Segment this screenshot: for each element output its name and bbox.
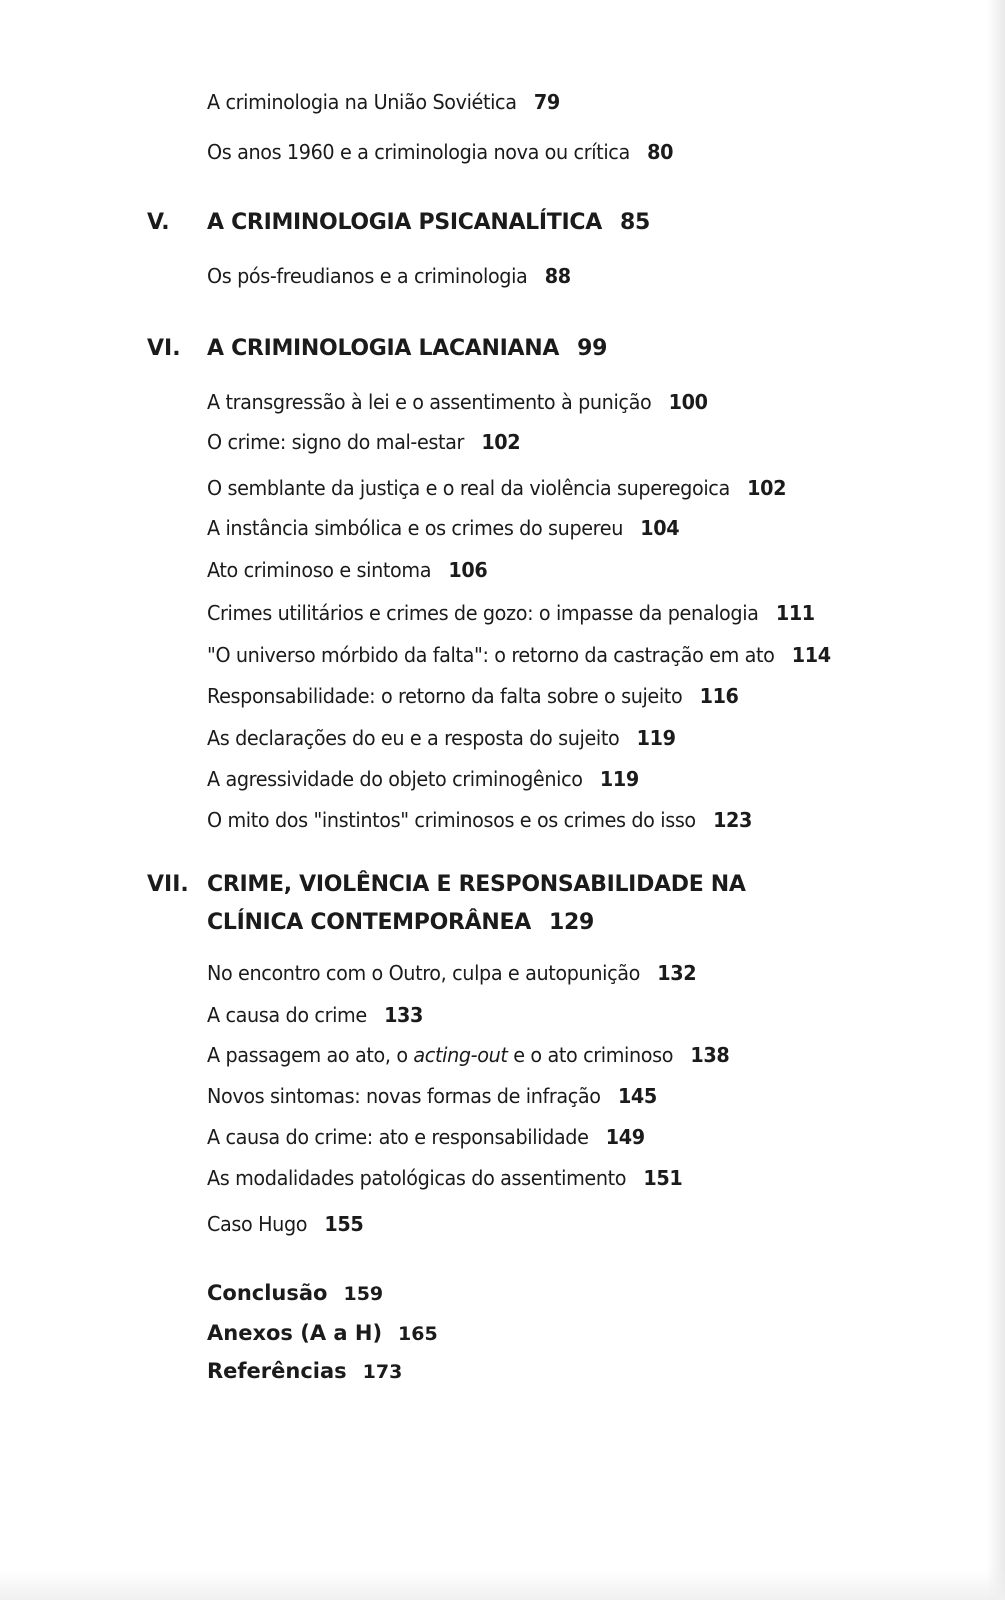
chapter-page: 85 xyxy=(619,210,650,235)
entry-title: A causa do crime xyxy=(207,1003,367,1027)
toc-entry xyxy=(207,1084,657,1108)
entry-page: 155 xyxy=(324,1212,364,1236)
toc-entry xyxy=(207,264,571,288)
entry-title: A causa do crime: ato e responsabilidade xyxy=(207,1125,589,1149)
entry-page: 106 xyxy=(448,558,488,582)
toc-entry xyxy=(207,767,639,791)
toc-entry xyxy=(207,601,815,625)
toc-entry xyxy=(207,1125,645,1149)
entry-title-part: A passagem ao ato, o xyxy=(207,1043,414,1067)
entry-page: 80 xyxy=(647,140,674,164)
toc-entry xyxy=(207,516,679,540)
entry-page: 100 xyxy=(668,390,708,414)
toc-entry xyxy=(207,140,673,164)
entry-page: 173 xyxy=(362,1361,403,1383)
chapter-title-text: CLÍNICA CONTEMPORÂNEA xyxy=(207,910,531,935)
toc-entry xyxy=(207,430,520,454)
entry-title: Responsabilidade: o retorno da falta sobre o sujeito xyxy=(207,684,683,708)
entry-title: As modalidades patológicas do assentimento xyxy=(207,1166,627,1190)
entry-title: Novos sintomas: novas formas de infração xyxy=(207,1084,601,1108)
toc-entry xyxy=(207,390,708,414)
entry-page: 149 xyxy=(605,1125,645,1149)
chapter-number: VII. xyxy=(147,872,189,897)
entry-title: Crimes utilitários e crimes de gozo: o impasse da penalogia xyxy=(207,601,759,625)
entry-title: No encontro com o Outro, culpa e autopunição xyxy=(207,961,640,985)
toc-entry xyxy=(207,1043,729,1067)
chapter-title-line1: CRIME, VIOLÊNCIA E RESPONSABILIDADE NA xyxy=(207,872,746,897)
toc-entry xyxy=(207,643,831,667)
entry-title: Os pós-freudianos e a criminologia xyxy=(207,264,528,288)
entry-page: 165 xyxy=(398,1323,438,1345)
entry-page: 159 xyxy=(343,1283,384,1305)
chapter-number: V. xyxy=(147,210,170,235)
entry-page: 111 xyxy=(775,601,815,625)
entry-page: 102 xyxy=(747,476,787,500)
entry-title: O semblante da justiça e o real da violência superegoica xyxy=(207,476,730,500)
entry-page: 88 xyxy=(544,264,571,288)
entry-title: Referências xyxy=(207,1359,347,1383)
entry-title: Anexos (A a H) xyxy=(207,1321,383,1345)
chapter-title-line2 xyxy=(207,910,594,935)
entry-title-part: e o ato criminoso xyxy=(507,1043,674,1067)
entry-page: 116 xyxy=(699,684,739,708)
entry-title: O mito dos "instintos" criminosos e os crimes do isso xyxy=(207,808,696,832)
chapter-title xyxy=(207,210,650,235)
entry-page: 79 xyxy=(533,90,560,114)
chapter-title xyxy=(207,336,607,361)
toc-entry xyxy=(207,476,786,500)
entry-title: O crime: signo do mal-estar xyxy=(207,430,465,454)
entry-page: 133 xyxy=(384,1003,424,1027)
entry-page: 119 xyxy=(636,726,676,750)
entry-title: Caso Hugo xyxy=(207,1212,308,1236)
entry-title: "O universo mórbido da falta": o retorno da castração em ato xyxy=(207,643,775,667)
page-edge-shadow xyxy=(987,0,1005,1600)
chapter-page: 129 xyxy=(548,910,594,935)
entry-title: A agressividade do objeto criminogênico xyxy=(207,767,583,791)
toc-entry xyxy=(207,1166,682,1190)
page-bottom-shadow xyxy=(0,1570,1005,1600)
entry-title: Os anos 1960 e a criminologia nova ou crítica xyxy=(207,140,630,164)
chapter-number: VI. xyxy=(147,336,181,361)
toc-entry xyxy=(207,726,676,750)
toc-entry xyxy=(207,1003,423,1027)
toc-entry xyxy=(207,684,739,708)
toc-backmatter-entry xyxy=(207,1359,402,1383)
entry-page: 119 xyxy=(599,767,639,791)
entry-page: 102 xyxy=(481,430,521,454)
entry-title: Conclusão xyxy=(207,1281,328,1305)
entry-page: 151 xyxy=(643,1166,683,1190)
toc-entry xyxy=(207,808,752,832)
entry-title-italic: acting-out xyxy=(413,1043,508,1067)
entry-title: A criminologia na União Soviética xyxy=(207,90,517,114)
chapter-title-text: A CRIMINOLOGIA LACANIANA xyxy=(207,336,560,361)
entry-page: 132 xyxy=(657,961,697,985)
entry-title xyxy=(207,1043,673,1067)
entry-title: As declarações do eu e a resposta do sujeito xyxy=(207,726,620,750)
entry-page: 114 xyxy=(791,643,831,667)
entry-page: 123 xyxy=(713,808,753,832)
toc-entry xyxy=(207,1212,363,1236)
entry-page: 138 xyxy=(690,1043,730,1067)
toc-backmatter-entry xyxy=(207,1321,438,1345)
toc-entry xyxy=(207,558,487,582)
chapter-title-text: A CRIMINOLOGIA PSICANALÍTICA xyxy=(207,210,602,235)
entry-title: A transgressão à lei e o assentimento à punição xyxy=(207,390,652,414)
toc-backmatter-entry xyxy=(207,1281,383,1305)
toc-entry xyxy=(207,90,560,114)
entry-title: A instância simbólica e os crimes do supereu xyxy=(207,516,623,540)
entry-page: 104 xyxy=(640,516,680,540)
toc-entry xyxy=(207,961,696,985)
entry-title: Ato criminoso e sintoma xyxy=(207,558,432,582)
chapter-page: 99 xyxy=(577,336,608,361)
entry-page: 145 xyxy=(617,1084,657,1108)
